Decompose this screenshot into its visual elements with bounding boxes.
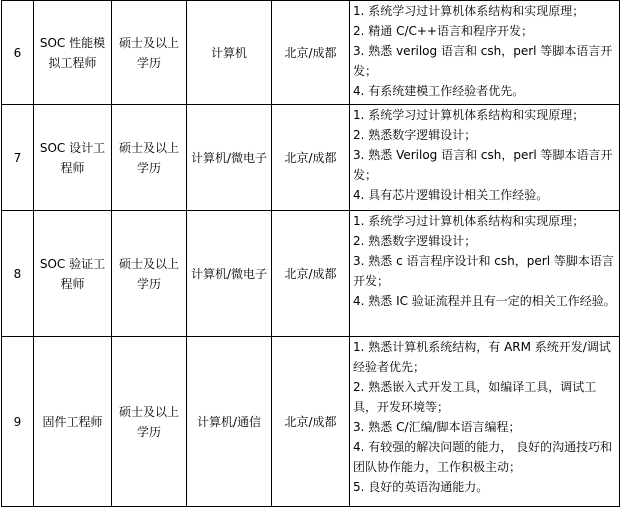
- requirement-item: 2. 熟悉数字逻辑设计；: [353, 128, 477, 142]
- row-number: 7: [2, 105, 34, 211]
- requirement-item: 5. 良好的英语沟通能力。: [353, 480, 489, 494]
- requirement-item: 4. 熟悉 IC 验证流程并且有一定的相关工作经验。: [353, 294, 616, 308]
- major-cell: 计算机: [187, 1, 272, 105]
- table-row: [2, 1, 620, 105]
- requirement-item: 2. 精通 C/C++语言和程序开发；: [353, 24, 533, 38]
- requirement-item: 3. 熟悉 C/汇编/脚本语言编程；: [353, 420, 521, 434]
- requirement-item: 1. 系统学习过计算机体系结构和实现原理；: [353, 108, 585, 122]
- location-cell: 北京/成都: [272, 1, 350, 105]
- education-cell: 硕士及以上学历: [112, 211, 187, 337]
- job-table: [1, 0, 620, 507]
- major-cell: 计算机/微电子: [187, 105, 272, 211]
- education-cell: 硕士及以上学历: [112, 1, 187, 105]
- requirement-item: 1. 系统学习过计算机体系结构和实现原理；: [353, 4, 585, 18]
- position-cell: SOC 验证工程师: [34, 211, 112, 337]
- location-cell: 北京/成都: [272, 337, 350, 507]
- table-row: [2, 211, 620, 337]
- row-number: 8: [2, 211, 34, 337]
- requirements-cell: [350, 105, 620, 211]
- education-cell: 硕士及以上学历: [112, 337, 187, 507]
- position-cell: SOC 设计工程师: [34, 105, 112, 211]
- table-row: [2, 337, 620, 507]
- major-cell: 计算机/通信: [187, 337, 272, 507]
- major-cell: 计算机/微电子: [187, 211, 272, 337]
- requirement-item: 1. 系统学习过计算机体系结构和实现原理；: [353, 214, 585, 228]
- requirements-cell: [350, 337, 620, 507]
- requirement-item: 1. 熟悉计算机系统结构，有 ARM 系统开发/调试经验者优先；: [353, 340, 611, 374]
- row-number: 6: [2, 1, 34, 105]
- table-row: [2, 105, 620, 211]
- education-cell: 硕士及以上学历: [112, 105, 187, 211]
- requirement-item: 3. 熟悉 verilog 语言和 csh，perl 等脚本语言开发；: [353, 44, 613, 78]
- location-cell: 北京/成都: [272, 211, 350, 337]
- requirements-cell: [350, 1, 620, 105]
- requirements-cell: [350, 211, 620, 337]
- requirement-item: 4. 有系统建模工作经验者优先。: [353, 84, 525, 98]
- row-number: 9: [2, 337, 34, 507]
- requirement-item: 2. 熟悉嵌入式开发工具，如编译工具，调试工具，开发环境等；: [353, 380, 597, 414]
- position-cell: SOC 性能模拟工程师: [34, 1, 112, 105]
- requirement-item: 3. 熟悉 c 语言程序设计和 csh，perl 等脚本语言开发；: [353, 254, 614, 288]
- requirement-item: 4. 有较强的解决问题的能力， 良好的沟通技巧和团队协作能力，工作积极主动；: [353, 440, 613, 474]
- requirement-item: 3. 熟悉 Verilog 语言和 csh，perl 等脚本语言开发；: [353, 148, 613, 182]
- requirement-item: 2. 熟悉数字逻辑设计；: [353, 234, 477, 248]
- position-cell: 固件工程师: [34, 337, 112, 507]
- requirement-item: 4. 具有芯片逻辑设计相关工作经验。: [353, 188, 549, 202]
- location-cell: 北京/成都: [272, 105, 350, 211]
